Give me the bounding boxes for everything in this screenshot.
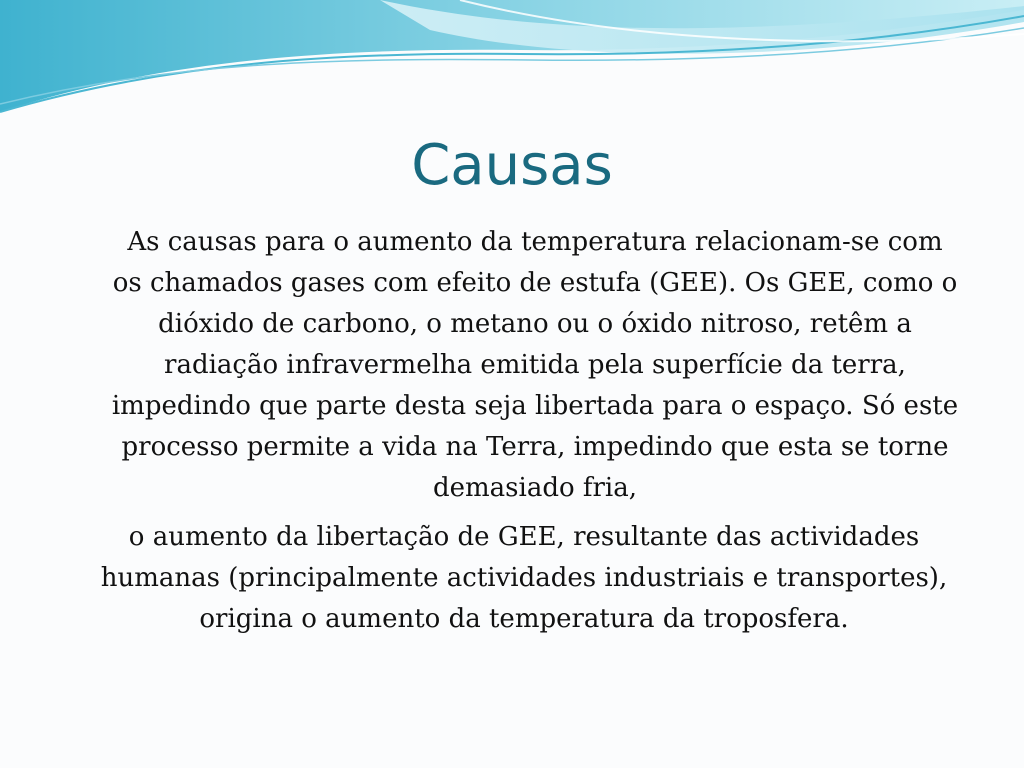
body-paragraph-1: As causas para o aumento da temperatura relacionam-se com os chamados gases com efeito de estufa (GEE). Os GEE, como o dióxido de carbono, o metano ou o óxido nitroso, retêm a radiação infravermelha emitida pela superfície da terra, impedindo que parte desta seja libertada para o espaço. Só este processo permite a vida na Terra, impedindo que esta se torne demasiado fria, — [111, 227, 959, 503]
slide-title: Causas — [411, 133, 613, 198]
header-wave-decoration — [0, 0, 1024, 130]
slide-body — [80, 222, 980, 640]
body-paragraph-2: o aumento da libertação de GEE, resultante das actividades humanas (principalmente actividades industriais e transportes), origina o aumento da temperatura da troposfera. — [100, 522, 948, 634]
